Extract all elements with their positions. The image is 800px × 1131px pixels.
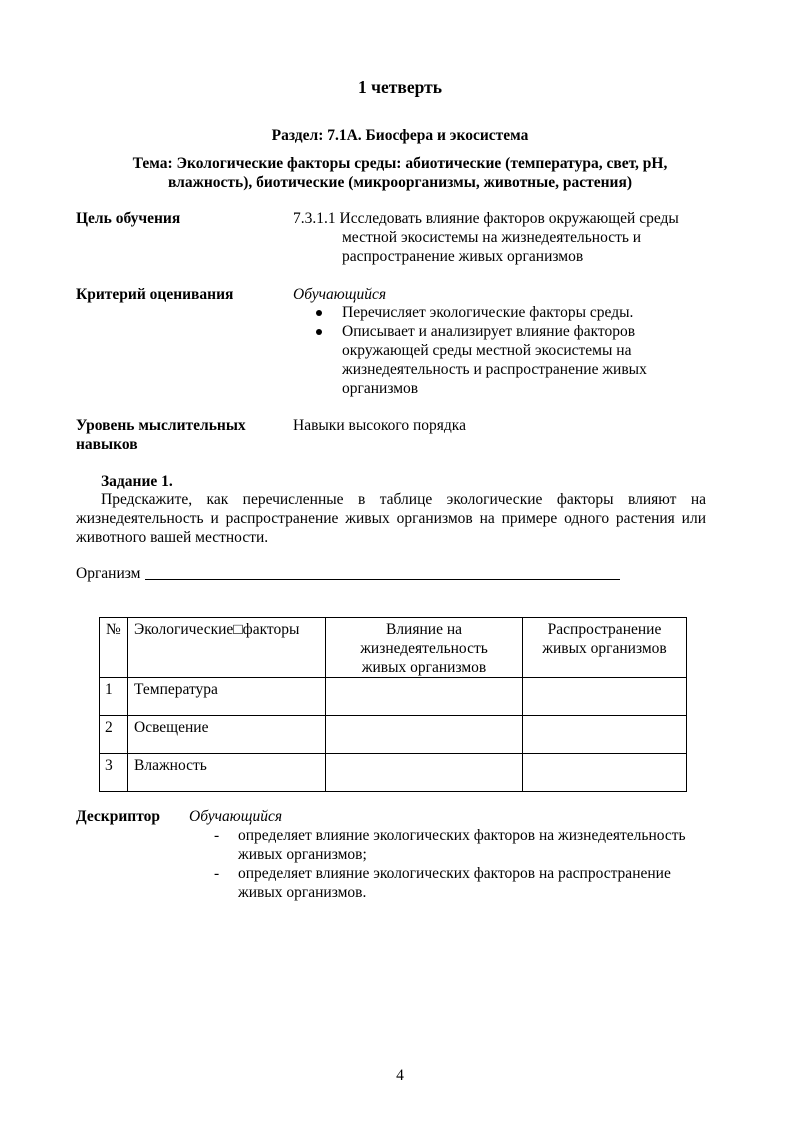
row-num: 2 xyxy=(100,716,128,754)
topic-title xyxy=(90,154,710,192)
row-influence-cell[interactable] xyxy=(326,716,523,754)
organism-answer-line[interactable] xyxy=(145,579,620,580)
row-factor: Влажность xyxy=(128,754,326,792)
goal-line-2: местной экосистемы на жизнедеятельность и xyxy=(342,229,642,246)
table-row xyxy=(100,678,687,716)
thinking-label-line-1: Уровень мыслительных xyxy=(76,417,246,434)
task-text: Предскажите, как перечисленные в таблице экологические факторы влияют на жизнедеятельность и распространение живых организмов на примере одного растения или животного вашей местности. xyxy=(76,491,706,546)
criteria-bullet-1: Перечисляет экологические факторы среды. xyxy=(342,304,634,321)
descriptor-item-1-line-2: живых организмов; xyxy=(238,846,367,863)
page-number: 4 xyxy=(396,1067,404,1084)
header-spread-line-1: Распространение xyxy=(547,621,662,638)
criteria-bullet-2-line-4: организмов xyxy=(342,380,419,397)
criteria-bullet-2-line-2: окружающей среды местной экосистемы на xyxy=(342,342,632,359)
descriptor-label: Дескриптор xyxy=(76,808,160,825)
header-factor: Экологические□факторы xyxy=(128,618,326,678)
section-title: Раздел: 7.1A. Биосфера и экосистема xyxy=(271,127,529,144)
descriptor-item-2-line-1: определяет влияние экологических факторов на распространение xyxy=(238,865,671,882)
thinking-value: Навыки высокого порядка xyxy=(293,417,466,434)
row-spread-cell[interactable] xyxy=(523,754,687,792)
row-influence-cell[interactable] xyxy=(326,678,523,716)
thinking-label-line-2: навыков xyxy=(76,436,138,453)
descriptor-learner: Обучающийся xyxy=(189,808,283,825)
criteria-bullet-2-line-1: Описывает и анализирует влияние факторов xyxy=(342,323,636,340)
row-num: 1 xyxy=(100,678,128,716)
row-factor: Освещение xyxy=(128,716,326,754)
goal-line-3: распространение живых организмов xyxy=(342,248,584,265)
header-spread-line-2: живых организмов xyxy=(542,640,667,657)
row-influence-cell[interactable] xyxy=(326,754,523,792)
descriptor-item-1-line-1: определяет влияние экологических факторов на жизнедеятельность xyxy=(238,827,686,844)
criteria-label: Критерий оценивания xyxy=(76,286,234,303)
header-influence-line-3: живых организмов xyxy=(361,659,487,676)
table-row xyxy=(100,716,687,754)
row-num: 3 xyxy=(100,754,128,792)
header-influence xyxy=(326,618,523,678)
criteria-learner: Обучающийся xyxy=(293,286,387,303)
bullet-icon xyxy=(316,310,322,316)
descriptor-item-2-line-2: живых организмов. xyxy=(238,884,367,901)
task-title: Задание 1. xyxy=(101,473,173,490)
header-num: № xyxy=(100,618,128,678)
dash-bullet: - xyxy=(214,865,220,882)
table-header-row xyxy=(100,618,687,678)
organism-label: Организм xyxy=(76,565,141,582)
header-influence-line-2: жизнедеятельность xyxy=(360,640,488,657)
table-row xyxy=(100,754,687,792)
quarter-title: 1 четверть xyxy=(358,77,442,97)
topic-line-2: влажность), биотические (микроорганизмы, животные, растения) xyxy=(167,174,632,191)
factors-table xyxy=(99,617,687,792)
criteria-bullet-2-line-3: жизнедеятельность и распространение живых xyxy=(342,361,647,378)
bullet-icon xyxy=(316,329,322,335)
goal-label: Цель обучения xyxy=(76,210,181,227)
goal-code-line: 7.3.1.1 Исследовать влияние факторов окружающей среды xyxy=(293,210,679,227)
topic-line-1: Тема: Экологические факторы среды: абиотические (температура, свет, pH, xyxy=(132,155,668,172)
dash-bullet: - xyxy=(214,827,220,844)
row-spread-cell[interactable] xyxy=(523,678,687,716)
header-influence-line-1: Влияние на xyxy=(385,621,463,638)
row-spread-cell[interactable] xyxy=(523,716,687,754)
row-factor: Температура xyxy=(128,678,326,716)
header-spread xyxy=(523,618,687,678)
